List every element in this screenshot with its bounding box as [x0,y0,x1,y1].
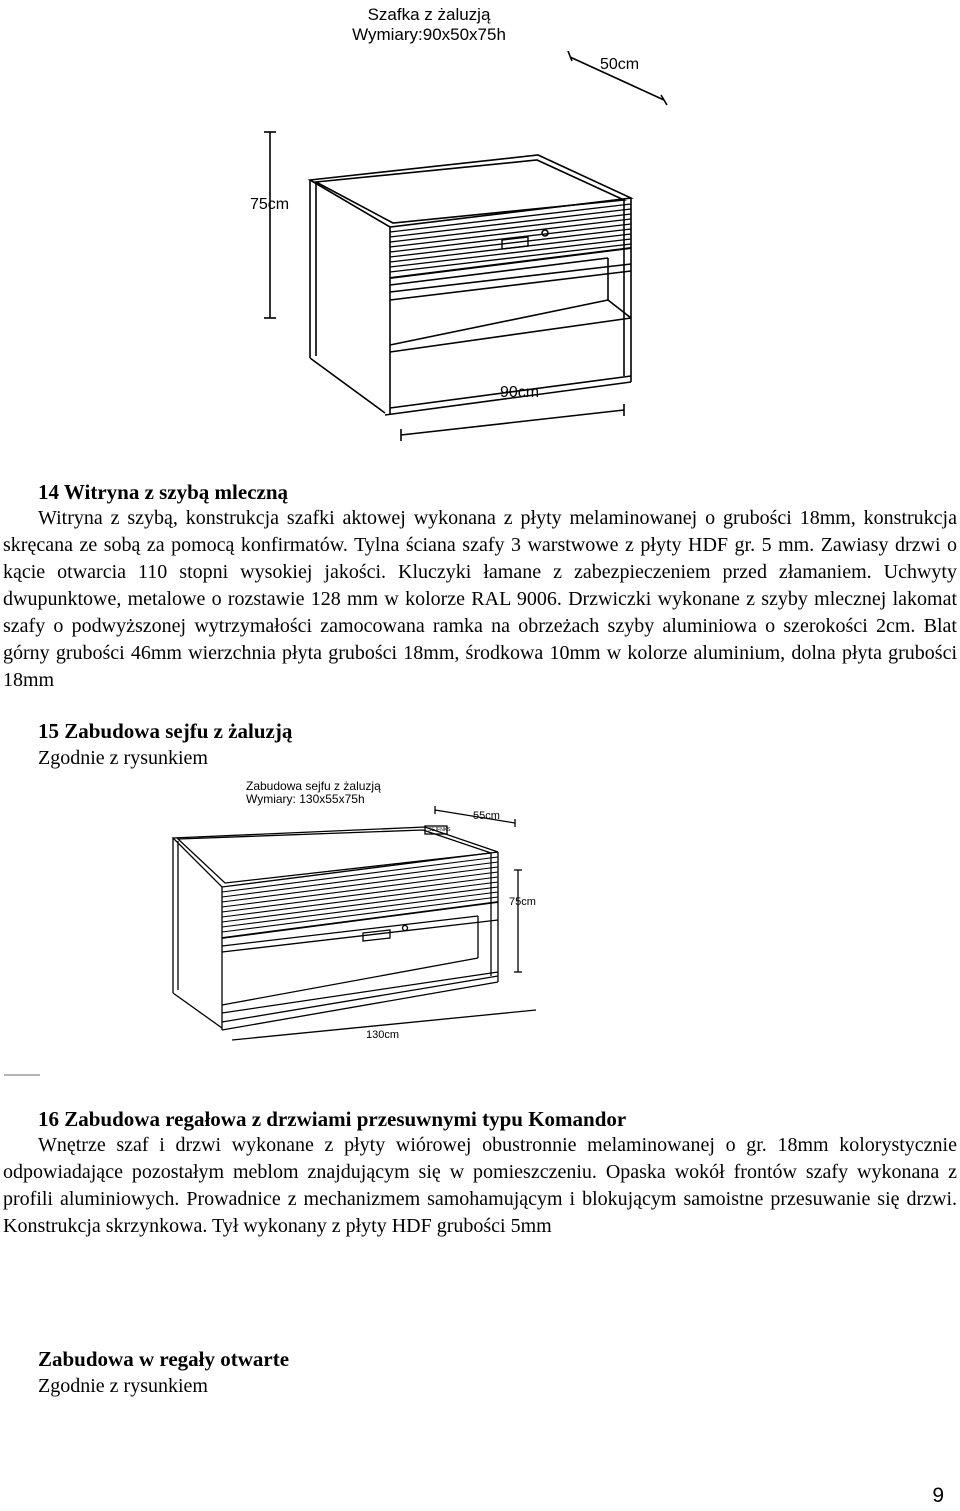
section-open-shelving-subtitle: Zgodnie z rysunkiem [38,1375,208,1397]
page-number: 9 [932,1484,944,1507]
drawing1-dimensions: Wymiary:90x50x75h [352,25,506,44]
section-16-heading: 16 Zabudowa regałowa z drzwiami przesuwnymi typu Komandor [38,1107,627,1131]
drawing2-small-label: SEJFNKS [428,827,451,833]
section-14-heading: 14 Witryna z szybą mleczną [38,480,289,504]
cabinet-drawing-1 [240,0,680,445]
drawing1-depth-label: 50cm [600,56,640,73]
section-16-body: Wnętrze szaf i drzwi wykonane z płyty wiórowej obustronnie melaminowanej o gr. 18mm kolorystycznie odpowiadające pozostałym meblom znajdującym się w pomieszczeniu. Opaska wokół frontów szafy wykonana z profili aluminiowych. Prowadnice z mechanizmem samohamującym i blokującym samoistne przesuwanie się drzwi. Konstrukcja skrzynkowa. Tył wykonany z płyty HDF grubości 5mm [3,1134,957,1237]
drawing2-dimensions: Wymiary: 130x55x75h [246,792,365,806]
section-15-subtitle: Zgodnie z rysunkiem [38,747,208,769]
drawing2-title: Zabudowa sejfu z żaluzją [246,779,381,793]
cabinet-drawing-2 [0,770,560,1090]
drawing1-width-label: 90cm [500,384,540,401]
section-15-heading: 15 Zabudowa sejfu z żaluzją [38,719,293,743]
drawing2-width-label: 130cm [366,1029,400,1041]
drawing2-depth-label: 55cm [473,810,500,822]
drawing2-height-label: 75cm [509,896,536,908]
drawing1-height-label: 75cm [250,196,290,213]
section-open-shelving-heading: Zabudowa w regały otwarte [38,1347,290,1371]
section-14-body: Witryna z szybą, konstrukcja szafki aktowej wykonana z płyty melaminowanej o grubości 18mm, konstrukcja skręcana ze sobą za pomocą konfirmatów. Tylna ściana szafy 3 warstwowe z płyty HDF gr. 5 mm. Zawiasy drzwi o kącie otwarcia 110 stopni wysokiej jakości. Kluczyki łamane z zabezpieczeniem przed złamaniem. Uchwyty dwupunktowe, metalowe o rozstawie 128 mm w kolorze RAL 9006. Drzwiczki wykonane z szyby mlecznej lakomat szafy o podwyższonej wytrzymałości zamocowana ramka na obrzeżach szyby aluminiowa o szerokości 2cm. Blat górny grubości 46mm wierzchnia płyta grubości 18mm, środkowa 10mm w kolorze aluminium, dolna płyta grubości 18mm [3,507,957,691]
drawing1-title: Szafka z żaluzją [367,5,491,24]
